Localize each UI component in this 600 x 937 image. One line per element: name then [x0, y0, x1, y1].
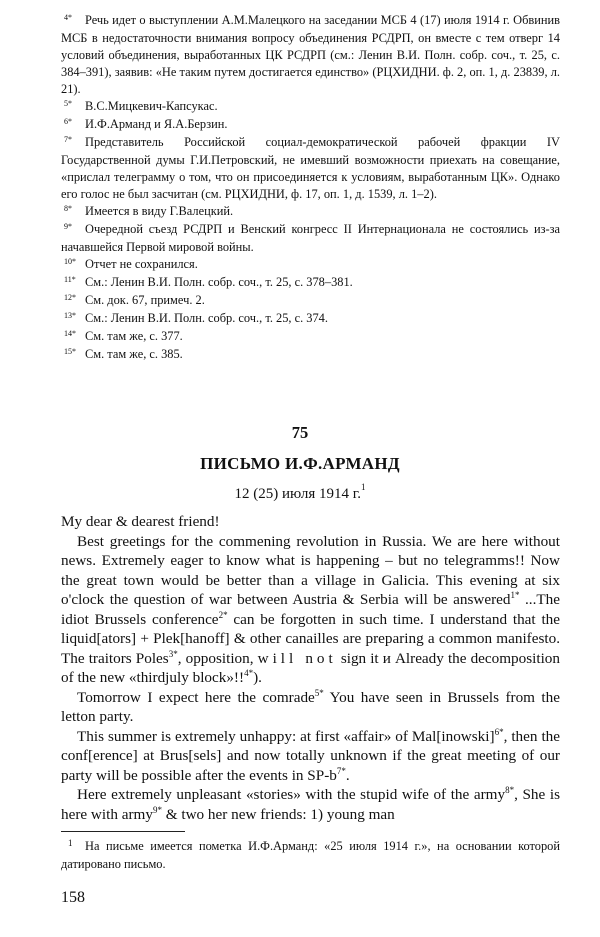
endnote-number: 14* [64, 329, 76, 338]
endnote [61, 328, 560, 346]
endnote-number: 11* [64, 275, 76, 284]
date-text: 12 (25) июля 1914 г. [234, 486, 361, 502]
note-ref: 4* [244, 667, 254, 678]
page-number: 158 [61, 889, 85, 906]
endnote-text: См. там же, с. 385. [85, 347, 183, 361]
endnote-text: В.С.Мицкевич-Капсукас. [85, 99, 218, 113]
endnote-number: 8* [64, 204, 72, 213]
endnote-number: 15* [64, 347, 76, 356]
endnote-number: 13* [64, 311, 76, 320]
endnote [61, 292, 560, 310]
endnote [61, 274, 560, 292]
note-ref: 1* [510, 589, 520, 600]
endnote-number: 5* [64, 99, 72, 108]
letter-paragraph [61, 785, 560, 824]
paragraph-text: ). [253, 669, 262, 686]
paragraph-text: ...The idiot Brussels conference [61, 591, 560, 628]
endnote [61, 12, 560, 98]
endnote-number: 7* [64, 135, 72, 144]
document-title: ПИСЬМО И.Ф.АРМАНД [200, 454, 400, 473]
note-ref: 9* [152, 804, 162, 815]
note-ref: 7* [336, 765, 346, 776]
endnote-text: См.: Ленин В.И. Полн. собр. соч., т. 25, с. 378–381. [85, 275, 353, 289]
endnote [61, 134, 560, 203]
endnote [61, 116, 560, 134]
note-ref: 6* [494, 726, 504, 737]
paragraph-text: Best greetings for the commening revolution in Russia. We are here without news. Extremely eager to know what is happening – but no telegramms!! Now the great town would be better than a village in Galicia. This evening at six o'clock the question of war between Austria & Serbia will be answered [61, 532, 560, 608]
note-ref: 3* [168, 648, 178, 659]
endnote [61, 346, 560, 364]
paragraph-text: This summer is extremely unhappy: at first «affair» of Mal[inowski] [77, 727, 495, 745]
endnote [61, 256, 560, 274]
endnote [61, 310, 560, 328]
letter-paragraph [61, 688, 560, 727]
endnote-number: 9* [64, 222, 72, 231]
note-ref: 2* [218, 609, 228, 620]
spaced-emphasis: will not [257, 649, 337, 667]
note-ref: 5* [314, 687, 324, 698]
endnote [61, 98, 560, 116]
document-number: 75 [291, 423, 309, 442]
letter-salutation [61, 512, 560, 532]
paragraph-text: sign it и Already the decomposition of the new «thirdjuly block»!! [61, 649, 560, 686]
letter-paragraph [61, 727, 560, 786]
paragraph-text: , then the conf[erence] at Brus[sels] and now totally unknown if the great meeting of our party will be possible after the events in SP-b [61, 727, 560, 784]
endnote-text: Речь идет о выступлении А.М.Малецкого на заседании МСБ 4 (17) июля 1914 г. Обвинив МСБ в недостаточности внимания вопросу объединения РСДРП, он вместе с тем отверг 14 условий объединения, выработанных ЦК РСДРП (см.: Ленин В.И. Полн. собр. соч., т. 25, с. 384–391), заявив: «Не таким путем достигается единство» (РЦХИДНИ. ф. 2, оп. 1, д. 23839, л. 21). [61, 13, 560, 96]
endnote-text: См.: Ленин В.И. Полн. собр. соч., т. 25, с. 374. [85, 311, 328, 325]
endnote-text: См. там же, с. 377. [85, 329, 183, 343]
paragraph-text: Here extremely unpleasant «stories» with the stupid wife of the army [77, 786, 506, 803]
page-footnote [61, 838, 560, 873]
endnote-text: Представитель Российской социал-демократической рабочей фракции IV Государственной думы Г.И.Петровский, не имевший возможности приехать на совещание, «прислал телеграмму о том, что он присоединяется к условиям, выработанным ЦК». Однако его голос не был засчитан (см. РЦХИДНИ, ф. 17, оп. 1, д. 1539, л. 1–2). [61, 135, 560, 201]
endnote-number: 12* [64, 293, 76, 302]
endnote [61, 203, 560, 221]
paragraph-text: You have seen in Brussels from the letton party. [61, 688, 560, 725]
paragraph-text: can be forgotten in such time. I understand that the liquid[ators] + Plek[hanoff] & other canailles are preparing a common manifesto. The traitors Poles [61, 610, 560, 667]
footnote-divider [61, 831, 185, 832]
endnote-number: 6* [64, 117, 72, 126]
date-footnote-ref: 1 [360, 482, 366, 492]
endnote-text: И.Ф.Арманд и Я.А.Берзин. [85, 117, 228, 131]
salutation-text: My dear & dearest friend! [61, 513, 220, 530]
footnote-number: 1 [68, 838, 73, 848]
note-ref: 8* [505, 784, 515, 795]
endnote-number: 4* [64, 13, 72, 22]
paragraph-text: Tomorrow I expect here the comrade [77, 688, 315, 706]
endnote-text: Очередной съезд РСДРП и Венский конгресс II Интернационала не состоялись из-за начавшейся Первой мировой войны. [61, 222, 560, 254]
endnote-number: 10* [64, 257, 76, 266]
paragraph-text: , opposition, [177, 649, 258, 667]
endnotes [61, 12, 560, 364]
paragraph-text: & two her new friends: 1) young man [161, 805, 395, 823]
endnote-text: Отчет не сохранился. [85, 257, 198, 271]
document-date [0, 484, 600, 503]
paragraph-text: . [345, 766, 350, 784]
paragraph-text: , She is here with army [61, 786, 560, 823]
endnote-text: Имеется в виду Г.Валецкий. [85, 204, 234, 218]
letter-body [61, 512, 560, 824]
endnote-text: См. док. 67, примеч. 2. [85, 293, 205, 307]
letter-paragraph [61, 532, 560, 688]
footnote-text: На письме имеется пометка И.Ф.Арманд: «25 июля 1914 г.», на основании которой датировано письмо. [61, 839, 560, 871]
endnote [61, 221, 560, 256]
